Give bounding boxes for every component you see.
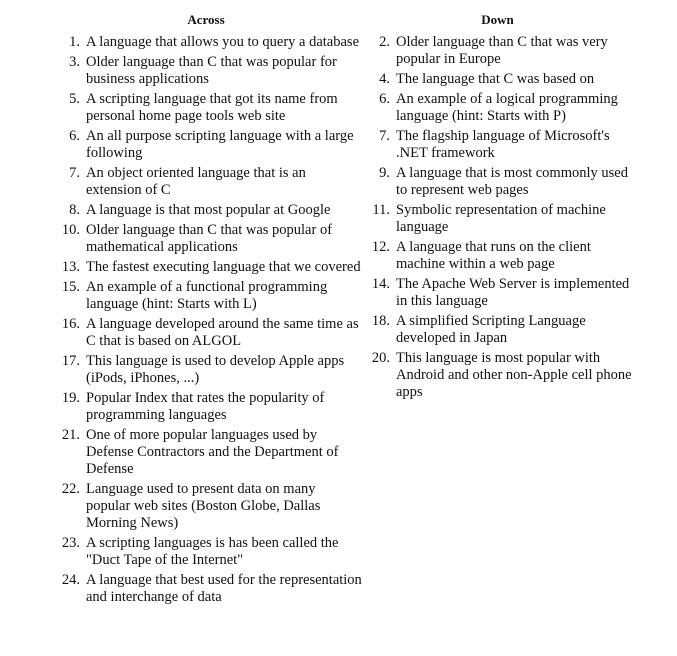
clue-number: 12. <box>371 239 390 255</box>
clue-text: Older language than C that was popular of mathematical applications <box>86 222 333 255</box>
across-clue <box>50 353 362 387</box>
across-clue <box>50 316 362 350</box>
clue-text: A scripting languages is has been called the "Duct Tape of the Internet" <box>86 535 339 568</box>
down-clue <box>360 276 635 310</box>
clue-text: Language used to present data on many popular web sites (Boston Globe, Dallas Morning News) <box>86 481 321 531</box>
clue-number: 21. <box>61 427 80 443</box>
clue-text: A language that best used for the representation and interchange of data <box>86 572 362 605</box>
clue-text: This language is most popular with Android and other non-Apple cell phone apps <box>396 350 632 400</box>
clue-number: 7. <box>69 165 80 181</box>
down-clue <box>360 71 635 88</box>
down-clue <box>360 91 635 125</box>
clue-text: A language developed around the same time as C that is based on ALGOL <box>86 316 359 349</box>
clue-number: 10. <box>61 222 80 238</box>
clue-number: 11. <box>372 202 390 218</box>
clue-number: 3. <box>69 54 80 70</box>
clue-text: The fastest executing language that we covered <box>86 259 361 275</box>
clue-number: 15. <box>61 279 80 295</box>
clue-text: A simplified Scripting Language developed in Japan <box>396 313 586 346</box>
clue-number: 6. <box>379 91 390 107</box>
clue-text: An example of a functional programming language (hint: Starts with L) <box>86 279 328 312</box>
across-clue <box>50 202 362 219</box>
clue-text: A language that is most commonly used to represent web pages <box>396 165 628 198</box>
clue-number: 18. <box>371 313 390 329</box>
down-clue <box>360 165 635 199</box>
clue-number: 14. <box>371 276 390 292</box>
clue-number: 23. <box>61 535 80 551</box>
clue-number: 8. <box>69 202 80 218</box>
down-clue <box>360 128 635 162</box>
down-clue <box>360 239 635 273</box>
across-clue <box>50 427 362 478</box>
across-clue <box>50 222 362 256</box>
across-clue <box>50 572 362 606</box>
clue-number: 9. <box>379 165 390 181</box>
clue-text: Older language than C that was popular for business applications <box>86 54 337 87</box>
clue-text: An object oriented language that is an extension of C <box>86 165 306 198</box>
clue-text: The language that C was based on <box>396 71 595 87</box>
clue-text: An example of a logical programming language (hint: Starts with P) <box>396 91 618 124</box>
clue-text: A scripting language that got its name from personal home page tools web site <box>86 91 338 124</box>
across-clue <box>50 34 362 51</box>
clue-text: The Apache Web Server is implemented in this language <box>396 276 630 309</box>
across-clue-list <box>50 34 362 606</box>
across-clue <box>50 165 362 199</box>
clue-text: An all purpose scripting language with a large following <box>86 128 354 161</box>
clue-text: One of more popular languages used by Defense Contractors and the Department of Defense <box>86 427 339 477</box>
clue-number: 2. <box>379 34 390 50</box>
clue-number: 16. <box>61 316 80 332</box>
down-column <box>360 12 635 404</box>
down-clue <box>360 350 635 401</box>
clue-number: 20. <box>371 350 390 366</box>
across-heading: Across <box>187 12 225 27</box>
across-clue <box>50 390 362 424</box>
across-clue <box>50 279 362 313</box>
down-heading: Down <box>481 12 514 27</box>
clue-text: This language is used to develop Apple apps (iPods, iPhones, ...) <box>86 353 345 386</box>
clue-text: A language that allows you to query a database <box>86 34 360 50</box>
down-clue <box>360 313 635 347</box>
clue-text: The flagship language of Microsoft's .NET framework <box>396 128 610 161</box>
down-clue-list <box>360 34 635 401</box>
clue-text: Older language than C that was very popular in Europe <box>396 34 608 67</box>
clue-number: 6. <box>69 128 80 144</box>
clue-number: 4. <box>379 71 390 87</box>
across-clue <box>50 259 362 276</box>
clue-text: Symbolic representation of machine language <box>396 202 606 235</box>
clue-text: Popular Index that rates the popularity of programming languages <box>86 390 325 423</box>
down-clue <box>360 202 635 236</box>
clue-number: 5. <box>69 91 80 107</box>
clue-number: 7. <box>379 128 390 144</box>
across-column <box>50 12 362 609</box>
clue-text: A language is that most popular at Google <box>86 202 331 218</box>
across-clue <box>50 535 362 569</box>
across-clue <box>50 54 362 88</box>
clue-number: 17. <box>61 353 80 369</box>
clue-number: 22. <box>61 481 80 497</box>
clue-number: 19. <box>61 390 80 406</box>
clue-number: 24. <box>61 572 80 588</box>
clue-text: A language that runs on the client machine within a web page <box>396 239 591 272</box>
clue-number: 13. <box>61 259 80 275</box>
down-clue <box>360 34 635 68</box>
across-clue <box>50 481 362 532</box>
across-clue <box>50 128 362 162</box>
clue-number: 1. <box>69 34 80 50</box>
across-clue <box>50 91 362 125</box>
